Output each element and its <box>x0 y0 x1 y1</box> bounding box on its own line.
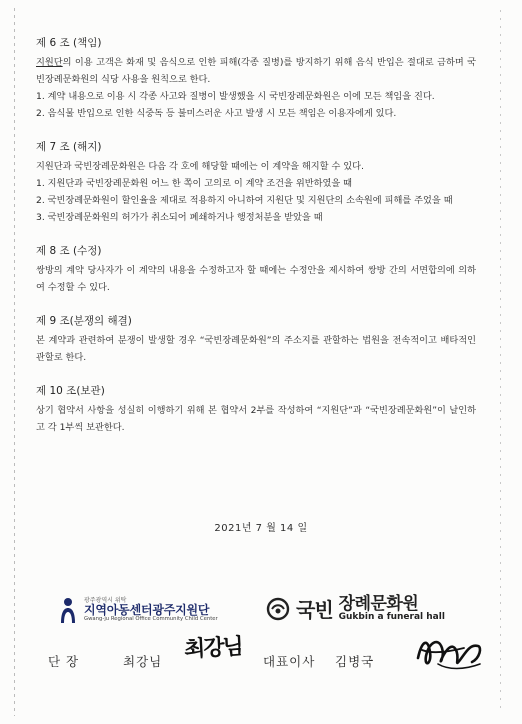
support-center-logo-text <box>84 598 218 622</box>
article-paragraph: 1. 계약 내용으로 이용 시 각종 사고와 질병이 발생했을 시 국빈장례문화원은 이에 모든 책임을 진다. <box>36 91 435 102</box>
article-paragraph: 상기 협약서 사항을 성실히 이행하기 위해 본 협약서 2부를 작성하여 “지원단”과 “국빈장례문화원”이 날인하고 각 1부씩 보관한다. <box>36 405 476 433</box>
article-heading: 제 8 조 (수정) <box>36 245 102 257</box>
logo-superscript: 광주광역시 위탁 <box>84 596 127 604</box>
funeral-hall-emblem-icon <box>266 597 290 621</box>
signer-title-right: 대표이사 <box>263 654 316 669</box>
article-paragraph: 3. 국빈장례문화원의 허가가 취소되어 폐쇄하거나 행정처분을 받았을 때 <box>36 212 323 223</box>
handwritten-signature-right <box>408 628 488 678</box>
article-9 <box>36 312 476 366</box>
logo-mark-text: 국빈 <box>296 598 333 622</box>
support-center-logo <box>58 596 218 624</box>
article-paragraph <box>36 54 476 88</box>
scan-edge-left <box>14 8 15 716</box>
paragraph-text: 의 이용 고객은 화재 및 음식으로 인한 피해(각종 질병)를 방지하기 위해 음식 반입은 절대로 금하며 국빈장례문화원의 식당 사용을 원칙으로 한다. <box>36 57 476 85</box>
article-paragraph: 1. 지원단과 국빈장례문화원 어느 한 쪽이 고의로 이 계약 조건을 위반하였을 때 <box>36 178 353 189</box>
scan-edge-right <box>500 10 501 710</box>
signer-title-left: 단 장 <box>48 654 80 669</box>
handwritten-signature-left: 최강님 <box>183 633 243 663</box>
logo-subtitle: Gukbin a funeral hall <box>338 611 445 622</box>
article-heading: 제 6 조 (책임) <box>36 37 102 49</box>
article-10 <box>36 382 476 436</box>
signer-name-left: 최강님 <box>123 654 163 669</box>
article-paragraph: 2. 국빈장례문화원이 할인율을 제대로 적용하지 아니하여 지원단 및 지원단의 소속원에 피해를 주었을 때 <box>36 195 453 206</box>
article-heading: 제 10 조(보관) <box>36 385 105 397</box>
signer-name-right: 김병국 <box>335 654 375 669</box>
contract-date: 2021년 7 월 14 일 <box>214 523 308 534</box>
logo-subtitle: Gwang-ju Regional Office Community Child Center <box>84 615 218 622</box>
article-heading: 제 9 조(분쟁의 해결) <box>36 315 132 327</box>
article-paragraph: 지원단과 국빈장례문화원은 다음 각 호에 해당할 때에는 이 계약을 해지할 수 있다. <box>36 161 364 172</box>
article-6 <box>36 34 476 122</box>
article-heading: 제 7 조 (해지) <box>36 141 102 153</box>
contract-body <box>36 34 476 452</box>
article-7 <box>36 138 476 226</box>
funeral-hall-logo-text <box>338 593 445 622</box>
logo-title: 장례문화원 <box>338 593 419 614</box>
funeral-hall-logo <box>266 594 445 623</box>
child-center-emblem-icon <box>58 596 78 624</box>
underlined-text: 지원단 <box>36 57 63 68</box>
article-paragraph: 2. 음식물 반입으로 인한 식중독 등 불미스러운 사고 발생 시 모든 책임은 이용자에게 있다. <box>36 108 397 119</box>
article-paragraph: 본 계약과 관련하여 분쟁이 발생할 경우 “국빈장례문화원”의 주소지를 관할하는 법원을 전속적이고 배타적인 관할로 한다. <box>36 335 476 363</box>
article-8 <box>36 242 476 296</box>
logo-title: 지역아동센터광주지원단 <box>84 603 210 618</box>
article-paragraph: 쌍방의 계약 당사자가 이 계약의 내용을 수정하고자 할 때에는 수정안을 제시하여 쌍방 간의 서면합의에 의하여 수정할 수 있다. <box>36 265 476 293</box>
